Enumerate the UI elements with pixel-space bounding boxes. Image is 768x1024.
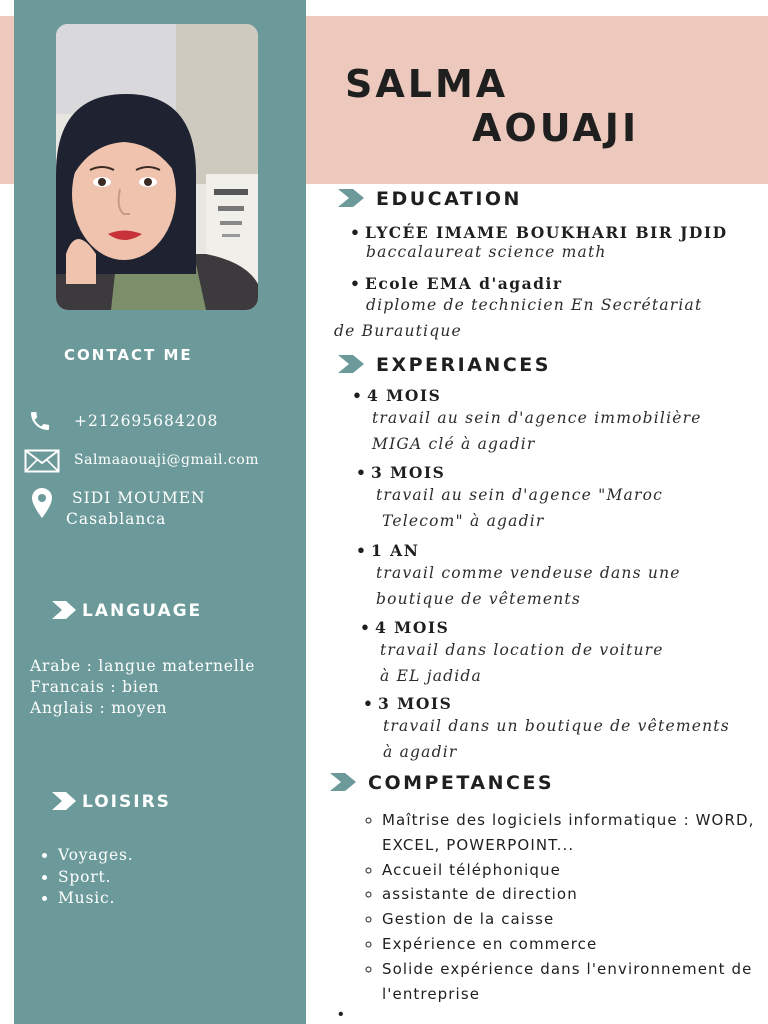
experiences-heading-label: EXPERIANCES: [376, 354, 551, 376]
experience-desc: travail au sein d'agence immobilière: [372, 409, 702, 427]
experiences-heading: [338, 354, 551, 376]
experience-desc: travail dans location de voiture: [380, 641, 664, 659]
competences-list: [342, 808, 762, 1006]
contact-heading: CONTACT ME: [64, 346, 193, 364]
language-item: Francais : bien: [30, 678, 160, 696]
location-pin-icon: [32, 488, 52, 518]
language-list: [30, 656, 255, 719]
experience-duration: • 3 MOIS: [363, 694, 730, 713]
experience-duration: • 1 AN: [356, 541, 681, 560]
experience-duration: • 3 MOIS: [356, 463, 663, 482]
experience-desc: à agadir: [383, 743, 458, 761]
competence-item: ◦ Expérience en commerce: [382, 932, 762, 957]
loisirs-item: • Music.: [58, 888, 133, 910]
phone-number: +212695684208: [74, 412, 219, 430]
competence-item: ◦ Accueil téléphonique: [382, 858, 762, 883]
address-line-1: SIDI MOUMEN: [72, 489, 206, 507]
loisirs-heading-label: LOISIRS: [82, 792, 171, 812]
experience-entry: [360, 618, 664, 689]
language-item: Arabe : langue maternelle: [30, 657, 256, 675]
education-heading: [338, 188, 522, 210]
mail-icon: [24, 449, 60, 473]
loisirs-list: [24, 845, 133, 910]
address-line-2: Casablanca: [66, 510, 167, 528]
chevron-arrow-icon: [338, 355, 364, 373]
experience-entry: [356, 541, 681, 612]
experience-desc: MIGA clé à agadir: [372, 435, 536, 453]
experience-desc: travail comme vendeuse dans une: [376, 564, 681, 582]
experience-desc: à EL jadida: [380, 667, 482, 685]
experience-entry: [352, 386, 702, 457]
education-heading-label: EDUCATION: [376, 188, 522, 210]
competence-item: ◦ Solide expérience dans l'environnement de l'entreprise: [382, 957, 762, 1007]
education-title: • Ecole EMA d'agadir: [350, 274, 702, 293]
last-name: AOUAJI: [472, 106, 640, 150]
experience-desc: travail au sein d'agence "Maroc: [376, 486, 664, 504]
experience-desc: Telecom" à agadir: [382, 512, 545, 530]
loisirs-item: • Voyages.: [58, 845, 133, 867]
profile-photo: [56, 24, 258, 310]
experience-duration: • 4 MOIS: [360, 618, 664, 637]
header-band-left: [0, 16, 14, 184]
education-entry: [350, 223, 728, 262]
language-heading-label: LANGUAGE: [82, 601, 203, 621]
loisirs-heading: [52, 792, 171, 812]
education-title: • LYCÉE IMAME BOUKHARI BIR JDID: [350, 223, 728, 242]
education-entry: [334, 274, 703, 344]
first-name: SALMA: [345, 62, 509, 106]
competence-item: ◦ assistante de direction: [382, 882, 762, 907]
chevron-arrow-icon: [330, 773, 356, 791]
chevron-arrow-icon: [52, 601, 76, 619]
address: [66, 488, 206, 530]
experience-entry: [363, 694, 730, 765]
experience-desc: boutique de vêtements: [376, 590, 582, 608]
language-heading: [52, 601, 202, 621]
empty-bullet: •: [338, 1006, 344, 1023]
competences-heading: [330, 772, 554, 794]
language-item: Anglais : moyen: [30, 699, 168, 717]
experience-duration: • 4 MOIS: [352, 386, 702, 405]
education-desc: baccalaureat science math: [366, 243, 607, 261]
phone-icon: [28, 409, 52, 433]
competences-heading-label: COMPETANCES: [368, 772, 555, 794]
experience-desc: travail dans un boutique de vêtements: [383, 717, 730, 735]
competence-item: ◦ Gestion de la caisse: [382, 907, 762, 932]
education-desc: diplome de technicien En Secrétariat: [366, 296, 703, 314]
competence-item: ◦ Maîtrise des logiciels informatique : WORD, EXCEL, POWERPOINT...: [382, 808, 762, 858]
chevron-arrow-icon: [338, 189, 364, 207]
education-desc: de Burautique: [334, 322, 462, 340]
experience-entry: [356, 463, 663, 534]
chevron-arrow-icon: [52, 792, 76, 810]
loisirs-item: • Sport.: [58, 867, 133, 889]
email-address: Salmaaouaji@gmail.com: [74, 452, 260, 468]
